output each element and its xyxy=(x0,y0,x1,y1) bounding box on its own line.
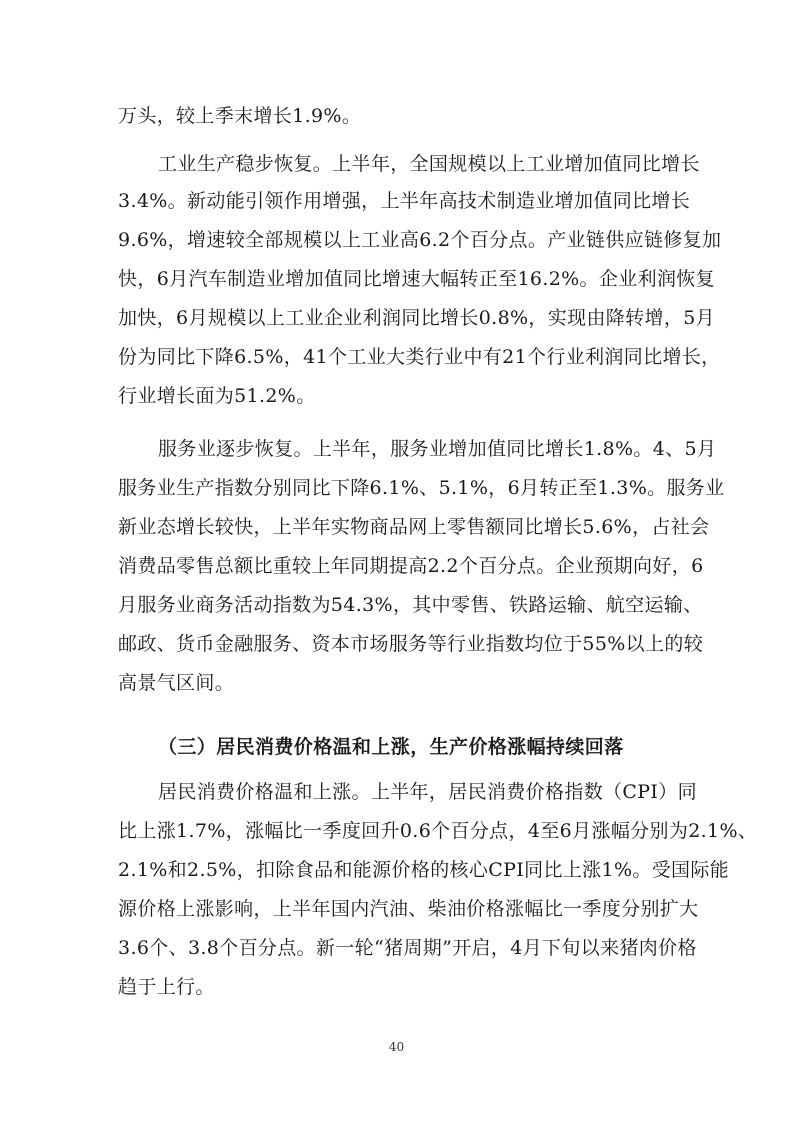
section-heading: （三）居民消费价格温和上涨，生产价格涨幅持续回落 xyxy=(158,736,624,758)
page-number: 40 xyxy=(388,1040,405,1054)
text-line: 2.1%和2.5%，扣除食品和能源价格的核心CPI同比上涨1%。受国际能 xyxy=(118,859,730,881)
text-line: 加快，6月规模以上工业企业利润同比增长0.8%，实现由降转增，5月 xyxy=(118,307,715,329)
text-line: 新业态增长较快，上半年实物商品网上零售额同比增长5.6%，占社会 xyxy=(118,516,710,538)
text-line: 高景气区间。 xyxy=(118,672,235,694)
text-line: 快，6月汽车制造业增加值同比增速大幅转正至16.2%。企业利润恢复 xyxy=(118,268,715,290)
text-line: 3.4%。新动能引领作用增强，上半年高技术制造业增加值同比增长 xyxy=(118,190,691,212)
text-line: 趋于上行。 xyxy=(118,976,215,998)
text-line: 3.6个、3.8个百分点。新一轮“猪周期”开启，4月下旬以来猪肉价格 xyxy=(118,937,697,959)
text-line: 服务业生产指数分别同比下降6.1%、5.1%，6月转正至1.3%。服务业 xyxy=(118,477,725,499)
text-line: 消费品零售总额比重较上年同期提高2.2个百分点。企业预期向好，6 xyxy=(118,555,704,577)
text-line: 源价格上涨影响，上半年国内汽油、柴油价格涨幅比一季度分别扩大 xyxy=(118,898,699,920)
text-line: 工业生产稳步恢复。上半年，全国规模以上工业增加值同比增长 xyxy=(158,153,700,175)
text-line: 份为同比下降6.5%，41个工业大类行业中有21个行业利润同比增长， xyxy=(118,346,721,368)
text-line: 月服务业商务活动指数为54.3%，其中零售、铁路运输、航空运输、 xyxy=(118,594,703,616)
text-line: 行业增长面为51.2%。 xyxy=(118,385,316,407)
text-line: 9.6%，增速较全部规模以上工业高6.2个百分点。产业链供应链修复加 xyxy=(118,229,722,251)
text-line: 比上涨1.7%，涨幅比一季度回升0.6个百分点，4至6月涨幅分别为2.1%、 xyxy=(118,820,758,842)
text-line: 万头，较上季末增长1.9%。 xyxy=(118,105,362,127)
text-line: 邮政、货币金融服务、资本市场服务等行业指数均位于55%以上的较 xyxy=(118,633,704,655)
text-line: 服务业逐步恢复。上半年，服务业增加值同比增长1.8%。4、5月 xyxy=(158,438,717,460)
text-line: 居民消费价格温和上涨。上半年，居民消费价格指数（CPI）同 xyxy=(158,781,697,803)
